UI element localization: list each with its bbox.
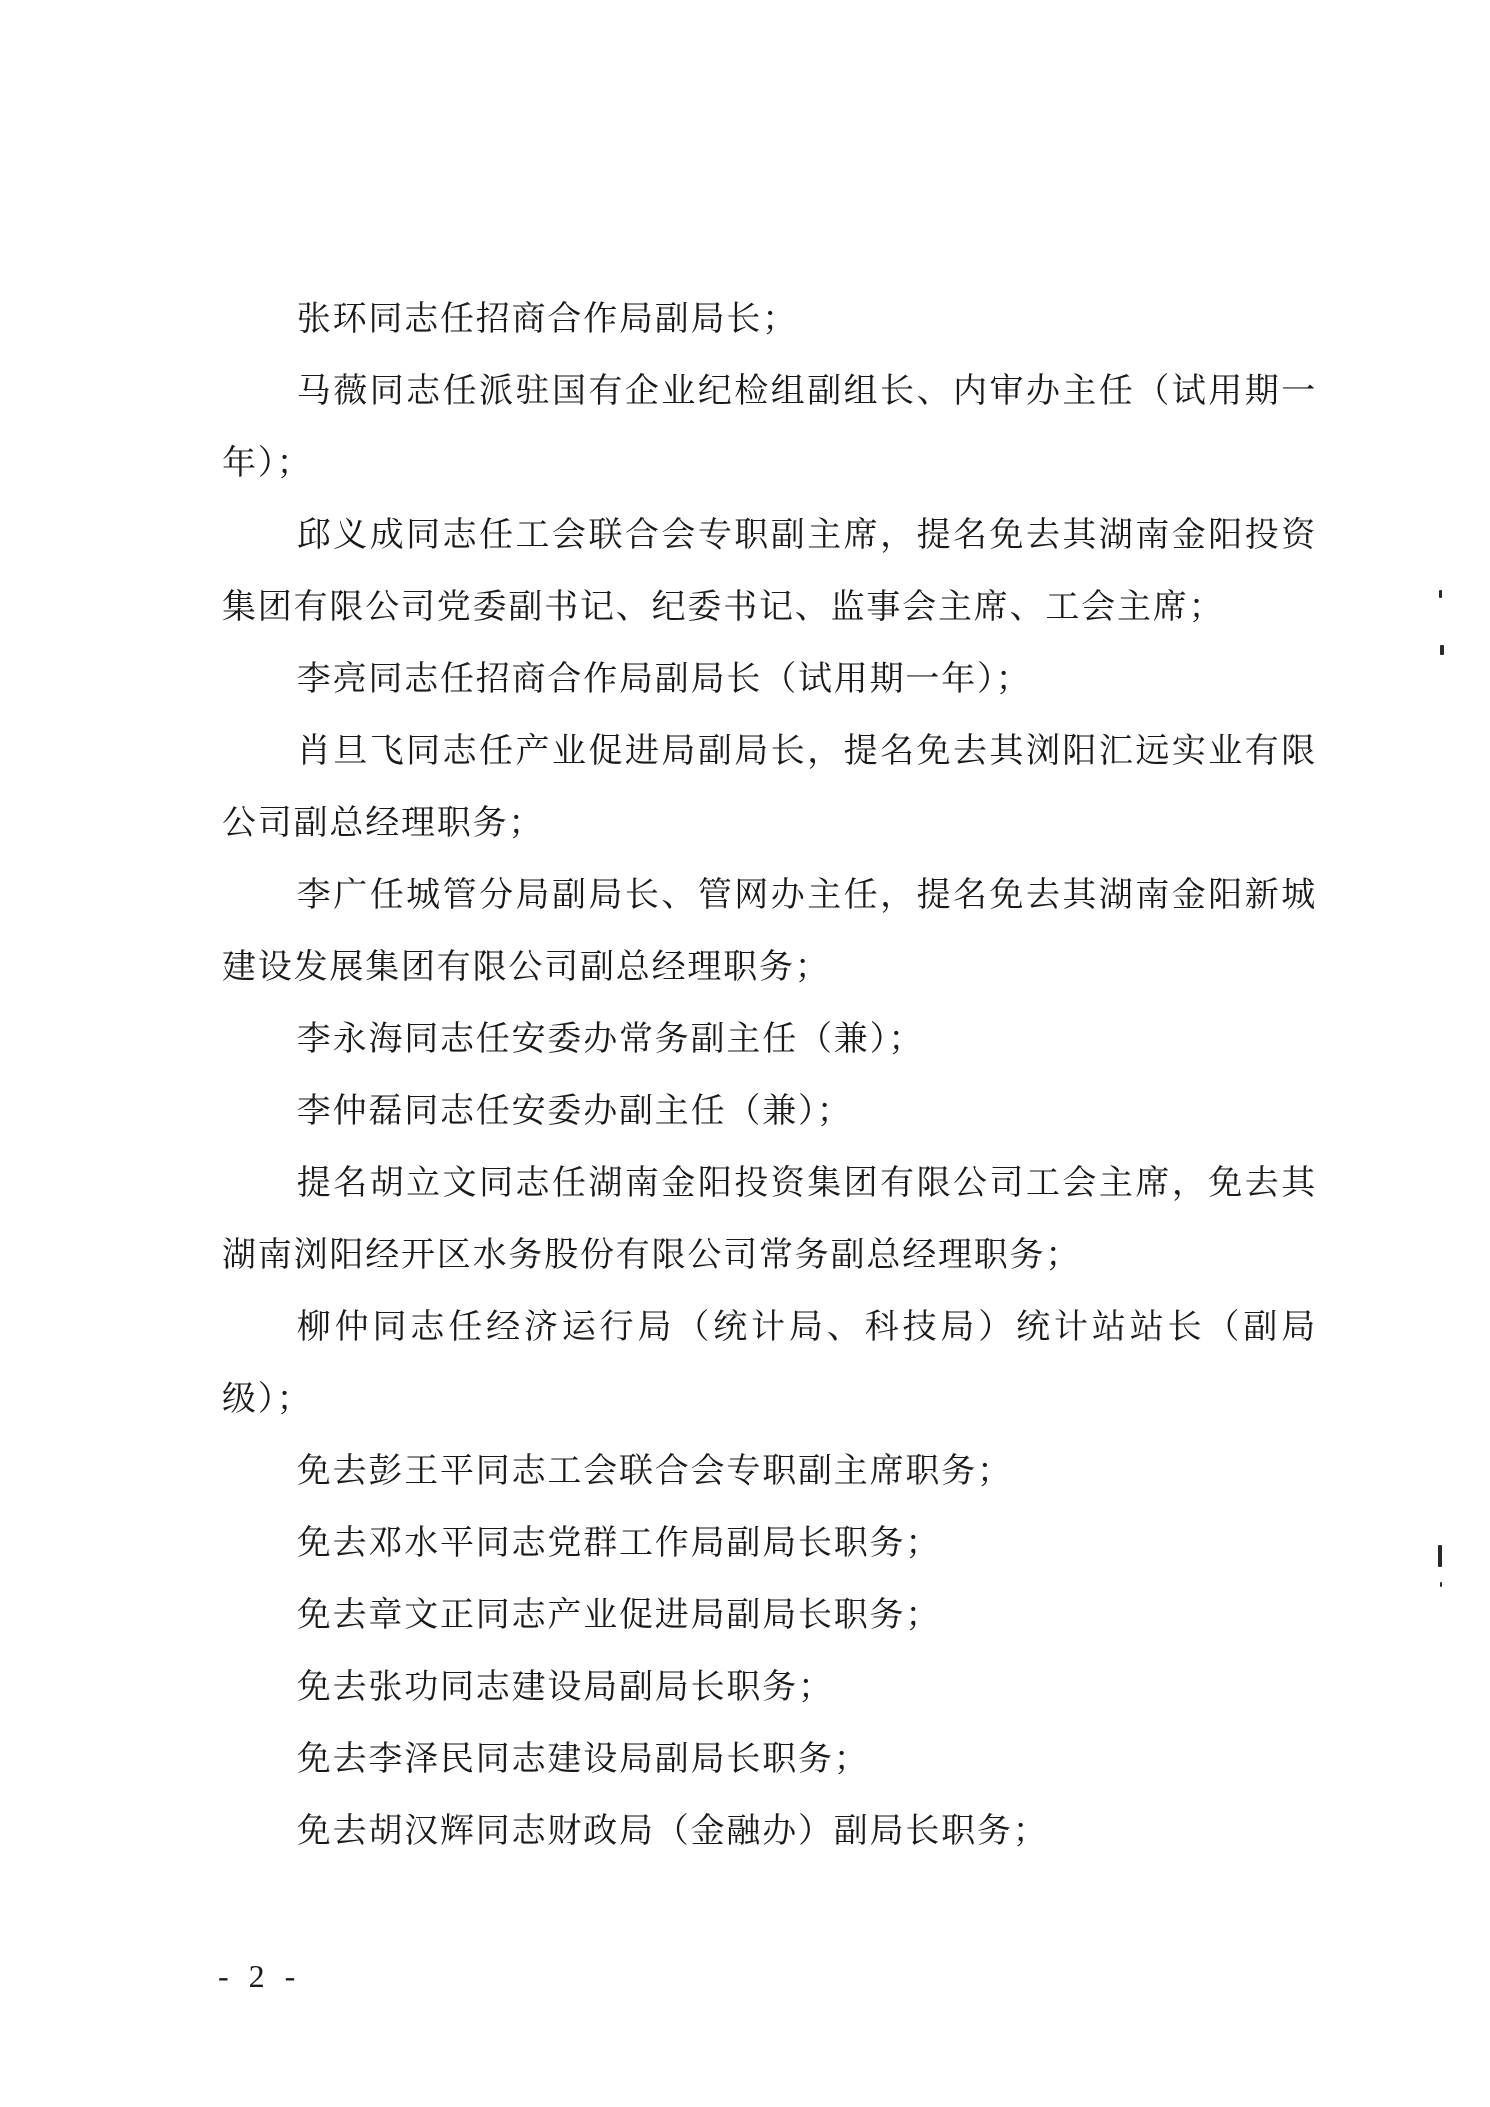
appointment-paragraph: 马薇同志任派驻国有企业纪检组副组长、内审办主任（试用期一年）； xyxy=(222,371,1317,483)
page-number: - 2 - xyxy=(218,1958,302,1994)
scan-speck xyxy=(1438,1545,1442,1567)
appointment-paragraph: 柳仲同志任经济运行局（统计局、科技局）统计站站长（副局级）； xyxy=(222,1307,1317,1419)
dismissal-paragraph: 免去章文正同志产业促进局副局长职务； xyxy=(296,1595,942,1635)
appointment-paragraph: 肖旦飞同志任产业促进局副局长，提名免去其浏阳汇远实业有限公司副总经理职务； xyxy=(222,731,1317,843)
dismissal-paragraph: 免去彭王平同志工会联合会专职副主席职务； xyxy=(296,1451,1013,1491)
appointment-paragraph: 李永海同志任安委办常务副主任（兼）； xyxy=(296,1019,925,1059)
appointment-paragraph: 李广任城管分局副局长、管网办主任，提名免去其湖南金阳新城建设发展集团有限公司副总经理职务； xyxy=(222,875,1317,987)
appointment-paragraph: 提名胡立文同志任湖南金阳投资集团有限公司工会主席，免去其湖南浏阳经开区水务股份有限公司常务副总经理职务； xyxy=(222,1163,1317,1275)
dismissal-paragraph: 免去胡汉辉同志财政局（金融办）副局长职务； xyxy=(296,1811,1049,1851)
dismissal-paragraph: 免去张功同志建设局副局长职务； xyxy=(296,1667,834,1707)
appointment-paragraph: 张环同志任招商合作局副局长； xyxy=(296,299,798,339)
scan-speck xyxy=(1440,645,1444,655)
appointment-paragraph: 李亮同志任招商合作局副局长（试用期一年）； xyxy=(296,659,1032,699)
document-body xyxy=(222,283,1317,1867)
dismissal-paragraph: 免去邓水平同志党群工作局副局长职务； xyxy=(296,1523,942,1563)
scan-speck xyxy=(1439,590,1442,598)
scan-speck xyxy=(1440,1582,1442,1587)
appointment-paragraph: 李仲磊同志任安委办副主任（兼）； xyxy=(296,1091,853,1131)
dismissal-paragraph: 免去李泽民同志建设局副局长职务； xyxy=(296,1739,870,1779)
appointment-paragraph: 邱义成同志任工会联合会专职副主席，提名免去其湖南金阳投资集团有限公司党委副书记、纪委书记、监事会主席、工会主席； xyxy=(222,515,1317,627)
